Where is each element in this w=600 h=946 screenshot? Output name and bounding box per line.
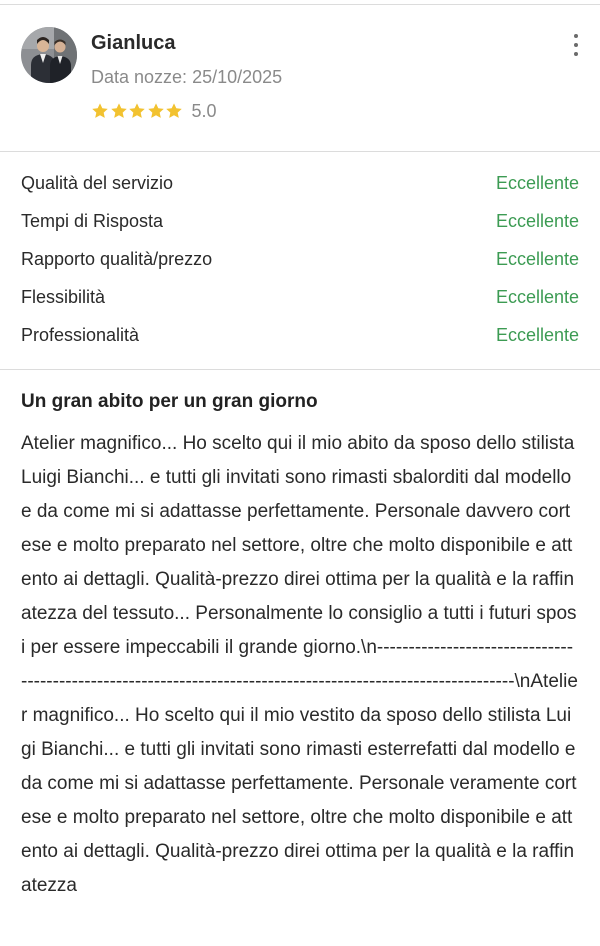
criteria-value: Eccellente (495, 173, 579, 193)
criteria-label: Rapporto qualità/prezzo (21, 249, 213, 269)
more-options-button[interactable] (566, 32, 586, 58)
wedding-date-value: 25/10/2025 (192, 67, 283, 87)
more-vertical-icon (574, 43, 578, 47)
criteria-row (21, 202, 579, 240)
criteria-row (21, 164, 579, 202)
more-vertical-icon (574, 52, 578, 56)
star-rating (91, 102, 184, 120)
review-content (21, 385, 579, 903)
reviewer-avatar[interactable] (21, 27, 77, 83)
review-body: Atelier magnifico... Ho scelto qui il mio abito da sposo dello stilista Luigi Bianchi... e tutti gli invitati sono rimasti sbalorditi dal modello e da come mi si adattasse perfettamente. Personale davvero cortese e molto preparato nel settore, oltre che molto disponibile e attento ai dettagli. Qualità-prezzo direi ottima per la qualità e la raffinatezza del tessuto... Personalmente lo consiglio a tutti i futuri sposi per essere impeccabili il grande giorno.\n-------------------------------------------------------------------------------------------------------------\nAtelier magnifico... Ho scelto qui il mio vestito da sposo dello stilista Luigi Bianchi... e tutti gli invitati sono rimasti esterrefatti dal modello e da come mi si adattasse perfettamente. Personale veramente cortese e molto preparato nel settore, oltre che molto disponibile e attento ai dettagli. Qualità-prezzo direi ottima per la qualità e la raffinatezza (21, 433, 578, 896)
criteria-label: Qualità del servizio (21, 173, 174, 193)
criteria-label: Flessibilità (21, 287, 106, 307)
star-icon (128, 102, 146, 120)
criteria-value: Eccellente (495, 325, 579, 345)
criteria-value: Eccellente (495, 287, 579, 307)
criteria-row (21, 278, 579, 316)
star-icon (91, 102, 109, 120)
more-vertical-icon (574, 34, 578, 38)
criteria-row (21, 316, 579, 354)
criteria-value: Eccellente (495, 211, 579, 231)
rating-score: 5.0 (191, 100, 217, 121)
reviewer-name: Gianluca (91, 32, 176, 54)
header-divider (0, 151, 600, 152)
review-header (0, 5, 600, 151)
criteria-label: Professionalità (21, 325, 140, 345)
criteria-row (21, 240, 579, 278)
wedding-date-label: Data nozze: (91, 67, 188, 87)
wedding-date (91, 67, 282, 88)
criteria-value: Eccellente (495, 249, 579, 269)
criteria-ratings (21, 164, 579, 354)
criteria-label: Tempi di Risposta (21, 211, 164, 231)
overall-rating (91, 101, 217, 121)
star-icon (110, 102, 128, 120)
star-icon (147, 102, 165, 120)
star-icon (165, 102, 183, 120)
ratings-divider (0, 369, 600, 370)
review-title: Un gran abito per un gran giorno (21, 391, 318, 412)
